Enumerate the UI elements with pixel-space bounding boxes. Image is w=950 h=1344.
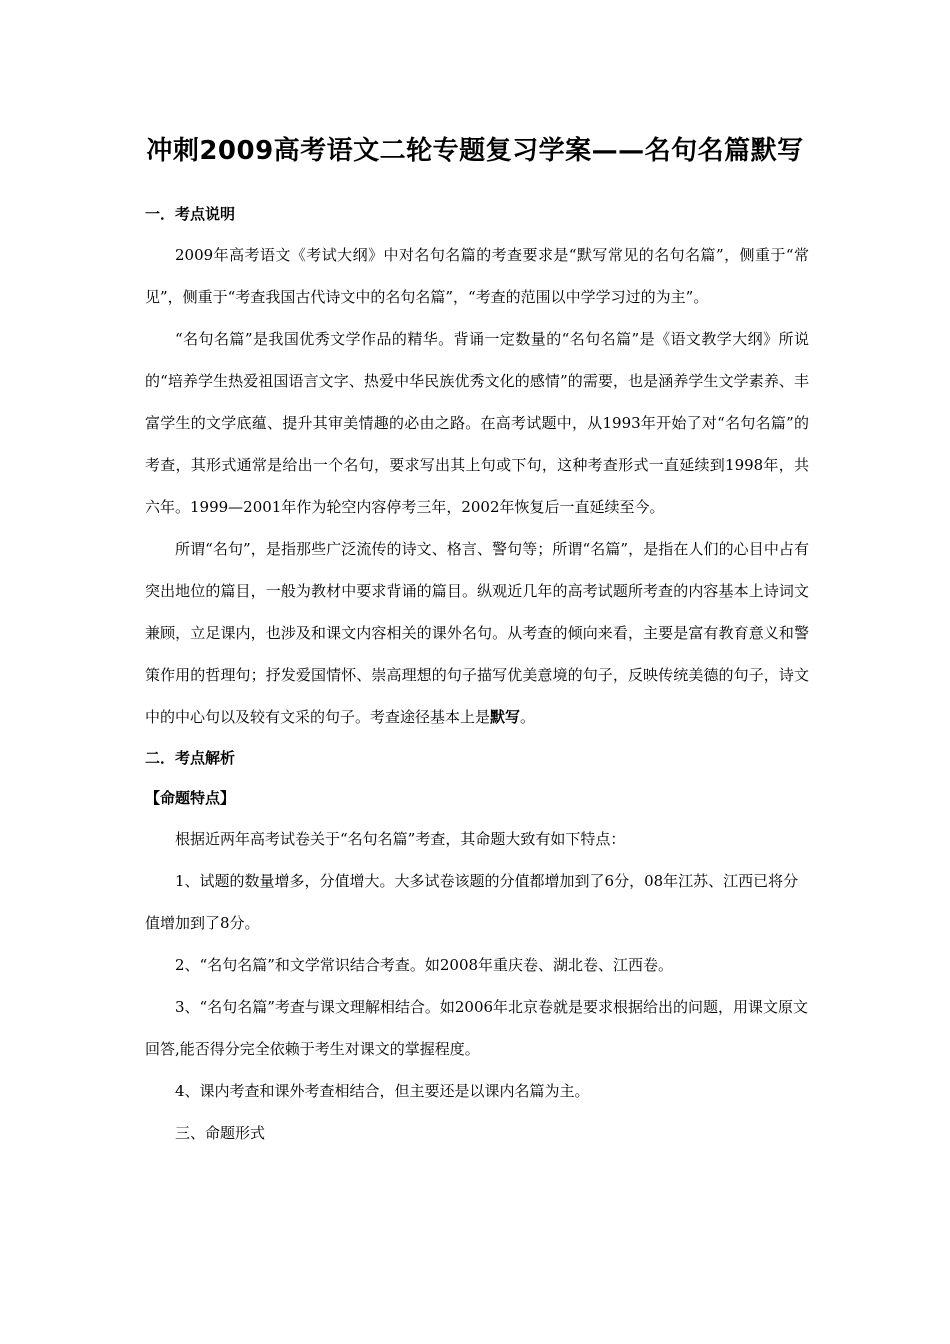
paragraph-1: 2009年高考语文《考试大纲》中对名句名篇的考查要求是“默写常见的名句名篇”，侧重于“常见”，侧重于“考查我国古代诗文中的名句名篇”，“考查的范围以中学学习过的为主”。	[145, 246, 809, 306]
paragraph-3-end: 。	[520, 708, 536, 726]
list-item: 2、“名句名篇”和文学常识结合考查。如2008年重庆卷、湖北卷、江西卷。	[175, 956, 674, 974]
section-heading-3: 三、命题形式	[175, 1124, 266, 1142]
paragraph-2: “名句名篇”是我国优秀文学作品的精华。背诵一定数量的“名句名篇”是《语文教学大纲》所说的“培养学生热爱祖国语言文字、热爱中华民族优秀文化的感情”的需要，也是涵养学生文学素养、丰富学生的文学底蕴、提升其审美情趣的必由之路。在高考试题中，从1993年开始了对“名句名篇”的考查，其形式通常是给出一个名句，要求写出其上句或下句，这种考查形式一直延续到1998年，共六年。1999—2001年作为轮空内容停考三年，2002年恢复后一直延续至今。	[145, 330, 809, 516]
list-item: 1、试题的数量增多，分值增大。大多试卷该题的分值都增加到了6分，08年江苏、江西已将分值增加到了8分。	[145, 872, 799, 932]
section-heading-2: 二．考点解析	[145, 749, 236, 767]
list-item: 4、课内考查和课外考查相结合，但主要还是以课内名篇为主。	[175, 1082, 590, 1100]
features-intro: 根据近两年高考试卷关于“名句名篇”考查，其命题大致有如下特点：	[175, 830, 626, 848]
list-item: 3、“名句名篇”考查与课文理解相结合。如2006年北京卷就是要求根据给出的问题，用课文原文回答,能否得分完全依赖于考生对课文的掌握程度。	[145, 998, 809, 1058]
document-body	[145, 194, 809, 1154]
paragraph-3-text: 所谓“名句”，是指那些广泛流传的诗文、格言、警句等；所谓“名篇”，是指在人们的心目中占有突出地位的篇目，一般为教材中要求背诵的篇目。纵观近几年的高考试题所考查的内容基本上诗词文兼顾，立足课内，也涉及和课文内容相关的课外名句。从考查的倾向来看，主要是富有教育意义和警策作用的哲理句；抒发爱国情怀、崇高理想的句子描写优美意境的句子，反映传统美德的句子，诗文中的中心句以及较有文采的句子。考查途径基本上是	[145, 540, 809, 726]
paragraph-3-bold: 默写	[490, 708, 521, 726]
page-title: 冲刺2009高考语文二轮专题复习学案——名句名篇默写	[146, 136, 804, 166]
subheading-features: 【命题特点】	[145, 789, 236, 807]
paragraph-3	[145, 528, 809, 738]
section-heading-1: 一．考点说明	[145, 205, 236, 223]
